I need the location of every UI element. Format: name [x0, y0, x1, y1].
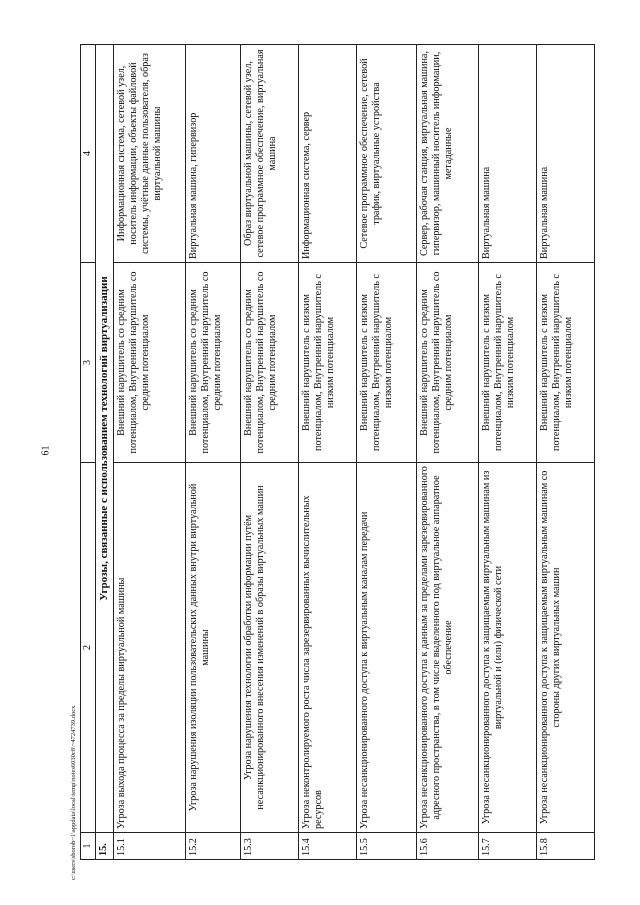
- header-col-2: 2: [81, 463, 96, 833]
- table-row: [240, 45, 298, 860]
- section-title: Угрозы, связанные с использованием технологий виртуализации: [95, 45, 113, 833]
- intruder-type: Внешний нарушитель с низким потенциалом, Внутренний нарушитель с низким потенциалом: [356, 263, 416, 463]
- impact-object: Виртуальная машина: [536, 45, 594, 263]
- intruder-type: Внешний нарушитель с низким потенциалом, Внутренний нарушитель с низким потенциалом: [536, 263, 594, 463]
- header-col-3: 3: [81, 263, 96, 463]
- table-row: [356, 45, 416, 860]
- intruder-type: Внешний нарушитель со средним потенциалом, Внутренний нарушитель со средним потенциалом: [185, 263, 240, 463]
- header-col-4: 4: [81, 45, 96, 263]
- impact-object: Сетевое программное обеспечение, сетевой трафик, виртуальные устройства: [356, 45, 416, 263]
- impact-object: Информационная система, сервер: [298, 45, 356, 263]
- row-number: 15.2: [185, 833, 240, 860]
- threat-name: Угроза несанкционированного доступа к защищаемым виртуальным машинам со стороны других виртуальных машин: [536, 463, 594, 833]
- row-number: 15.4: [298, 833, 356, 860]
- impact-object: Виртуальная машина, гипервизор: [185, 45, 240, 263]
- page-number: 61: [40, 445, 52, 456]
- header-row: [81, 45, 96, 860]
- row-number: 15.8: [536, 833, 594, 860]
- impact-object: Информационная система, сетевой узел, носитель информации, объекты файловой системы, учётные данные пользователя, образ виртуальной машины: [113, 45, 185, 263]
- impact-object: Сервер, рабочая станция, виртуальная машина, гипервизор, машинный носитель информации, метаданные: [416, 45, 478, 263]
- section-row: [95, 45, 113, 860]
- table-row: [113, 45, 185, 860]
- header-col-1: 1: [81, 833, 96, 860]
- threat-name: Угроза нарушения технологии обработки информации путём несанкционированного внесения изменений в образы виртуальных машин: [240, 463, 298, 833]
- threat-name: Угроза нарушения изоляции пользовательских данных внутри виртуальной машины: [185, 463, 240, 833]
- row-number: 15.7: [478, 833, 536, 860]
- section-number: 15.: [95, 833, 113, 860]
- intruder-type: Внешний нарушитель с низким потенциалом, Внутренний нарушитель с низким потенциалом: [298, 263, 356, 463]
- threat-name: Угроза несанкционированного доступа к виртуальным каналам передачи: [356, 463, 416, 833]
- footer-path: c:\users\sborob~1\appdata\local\temp\notes6030c8\~4724739.docx: [70, 705, 77, 880]
- row-number: 15.3: [240, 833, 298, 860]
- intruder-type: Внешний нарушитель с низким потенциалом, Внутренний нарушитель с низким потенциалом: [478, 263, 536, 463]
- row-number: 15.5: [356, 833, 416, 860]
- impact-object: Образ виртуальной машины, сетевой узел, сетевое программное обеспечение, виртуальная машина: [240, 45, 298, 263]
- threat-name: Угроза несанкционированного доступа к данным за пределами зарезервированного адресного пространства, в том числе выделенного под виртуальное аппаратное обеспечение: [416, 463, 478, 833]
- threat-name: Угроза выхода процесса за пределы виртуальной машины: [113, 463, 185, 833]
- threats-table: [80, 44, 595, 860]
- table-row: [298, 45, 356, 860]
- row-number: 15.1: [113, 833, 185, 860]
- threat-name: Угроза несанкционированного доступа к защищаемым виртуальным машинам из виртуальной и (или) физической сети: [478, 463, 536, 833]
- table-row: [536, 45, 594, 860]
- table-row: [478, 45, 536, 860]
- footer: [70, 705, 82, 892]
- impact-object: Виртуальная машина: [478, 45, 536, 263]
- table-row: [185, 45, 240, 860]
- intruder-type: Внешний нарушитель со средним потенциалом, Внутренний нарушитель со средним потенциалом: [240, 263, 298, 463]
- table-row: [416, 45, 478, 860]
- threat-name: Угроза неконтролируемого роста числа зарезервированных вычислительных ресурсов: [298, 463, 356, 833]
- row-number: 15.6: [416, 833, 478, 860]
- intruder-type: Внешний нарушитель со средним потенциалом, Внутренний нарушитель со средним потенциалом: [113, 263, 185, 463]
- intruder-type: Внешний нарушитель со средним потенциалом, Внутренний нарушитель со средним потенциалом: [416, 263, 478, 463]
